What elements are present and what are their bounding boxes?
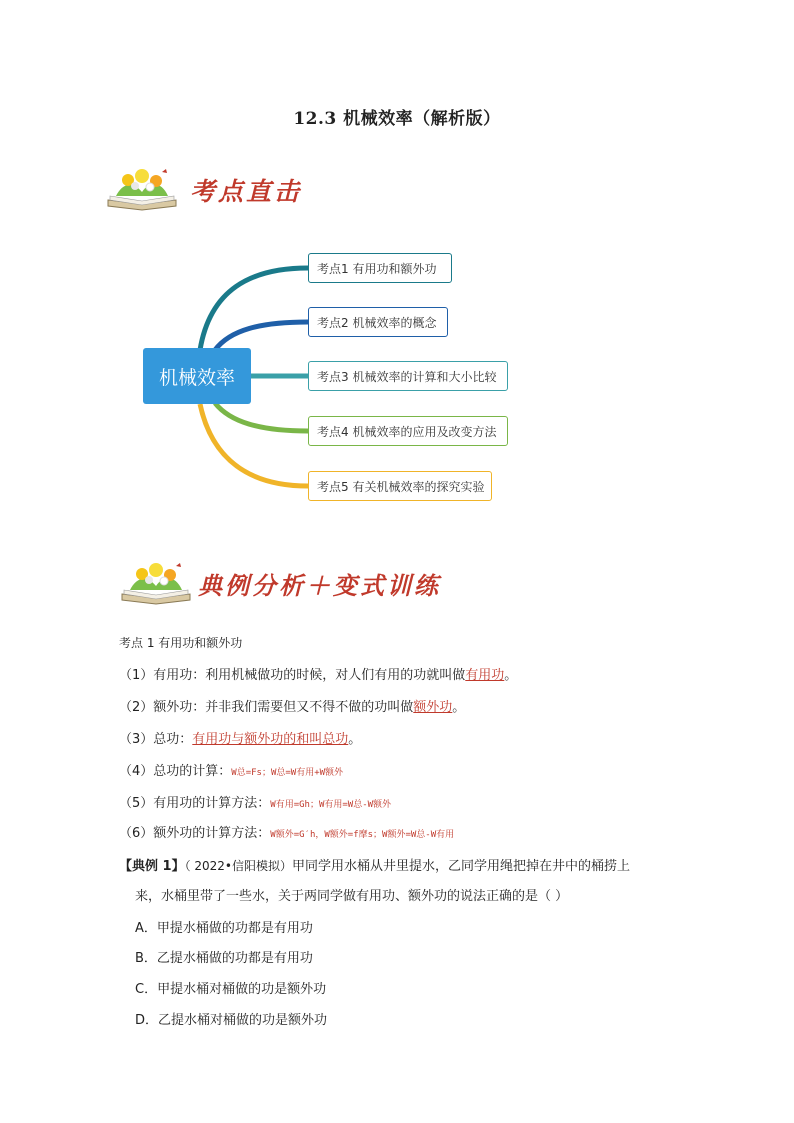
option-d: D．乙提水桶对桶做的功是额外功 (135, 1013, 328, 1028)
example-1-line-2: 来，水桶里带了一些水，关于两同学做有用功、额外功的说法正确的是（ ） (135, 889, 569, 904)
point-6 (119, 822, 454, 841)
point-3 (119, 728, 361, 747)
mindmap-node-1: 考点1 有用功和额外功 (308, 253, 452, 283)
connector-1 (200, 268, 308, 350)
point-2-text: （2）额外功：并非我们需要但又不得不做的功叫做 (119, 700, 414, 715)
point-5-text: （5）有用功的计算方法： (119, 796, 271, 811)
point-3-end: 。 (348, 732, 362, 747)
option-a: A．甲提水桶做的功都是有用功 (135, 921, 313, 936)
point-5-formula: W有用=Gh；W有用=W总-W额外 (270, 800, 392, 810)
point-1-text: （1）有用功：利用机械做功的时候，对人们有用的功就叫做 (119, 668, 466, 683)
point-2-end: 。 (452, 700, 466, 715)
point-4-text: （4）总功的计算： (119, 764, 232, 779)
point-4 (119, 760, 343, 779)
section-heading-dianli: 典例分析＋变式训练 (198, 571, 441, 600)
example-1-line-1 (119, 855, 630, 874)
point-2 (119, 696, 465, 715)
point-2-key: 额外功 (413, 700, 453, 715)
example-1-label: 【典例 1】 (119, 859, 185, 874)
point-5 (119, 792, 391, 811)
point-4-formula: W总=Fs；W总=W有用+W额外 (231, 768, 344, 778)
point-1-key: 有用功 (465, 668, 505, 683)
mindmap-node-3: 考点3 机械效率的计算和大小比较 (308, 361, 508, 391)
point-3-key: 有用功与额外功的和叫总功 (192, 732, 349, 747)
option-c: C．甲提水桶对桶做的功是额外功 (135, 982, 327, 997)
page-title: 12.3 机械效率（解析版） (293, 109, 501, 129)
connector-4 (215, 403, 308, 431)
point-3-text: （3）总功： (119, 732, 193, 747)
connector-2 (215, 322, 308, 350)
topic-title: 考点 1 有用功和额外功 (119, 636, 243, 650)
book-flower-icon-2 (118, 560, 194, 606)
mindmap-node-2: 考点2 机械效率的概念 (308, 307, 448, 337)
option-b: B．乙提水桶做的功都是有用功 (135, 951, 313, 966)
example-1-stem-1: 甲同学用水桶从井里提水，乙同学用绳把掉在井中的桶捞上 (292, 859, 631, 874)
point-6-formula: W额外=G′h，W额外=f摩s；W额外=W总-W有用 (270, 830, 455, 840)
point-1 (119, 664, 517, 683)
connector-5 (200, 404, 308, 486)
example-1-source: （ 2022•信阳模拟） (184, 859, 293, 873)
point-6-text: （6）额外功的计算方法： (119, 826, 271, 841)
mindmap-node-4: 考点4 机械效率的应用及改变方法 (308, 416, 508, 446)
section-heading-kaodian: 考点直击 (190, 177, 303, 206)
point-1-end: 。 (504, 668, 518, 683)
mindmap-node-5: 考点5 有关机械效率的探究实验 (308, 471, 492, 501)
mindmap-center-node: 机械效率 (143, 348, 251, 404)
